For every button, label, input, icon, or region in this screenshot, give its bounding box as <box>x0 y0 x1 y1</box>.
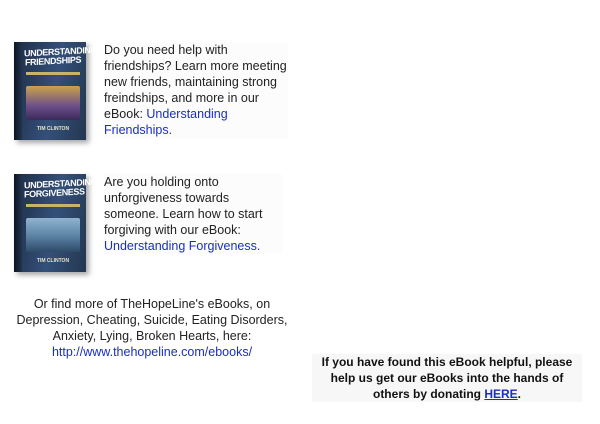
cover-divider <box>26 72 80 75</box>
cover-author: TIM CLINTON <box>36 258 70 264</box>
ebooks-url-link[interactable]: http://www.thehopeline.com/ebooks/ <box>51 345 253 359</box>
donate-paragraph <box>312 354 582 402</box>
book-spine <box>14 174 22 272</box>
book-spine <box>14 42 22 140</box>
friendships-ebook-link[interactable]: Understanding Friendships. <box>104 107 228 137</box>
forgiveness-ebook-link[interactable]: Understanding Forgiveness. <box>104 239 261 253</box>
forgiveness-book-cover[interactable] <box>14 174 98 272</box>
cover-divider <box>26 204 80 207</box>
cover-author: TIM CLINTON <box>36 126 70 132</box>
forgiveness-text: Are you holding onto unforgiveness towards someone. Learn how to start forgiving with our eBook: <box>104 175 263 237</box>
friendships-book-cover[interactable] <box>14 42 98 140</box>
friendships-text: Do you need help with friendships? Learn more meeting new friends, maintaining strong freindships, and more in our eBook: <box>104 43 287 121</box>
more-ebooks-paragraph <box>12 296 292 360</box>
sky-photo-image <box>26 218 80 252</box>
cover-title: UNDERSTANDING FORGIVENESS <box>24 176 98 200</box>
friendships-description <box>104 42 288 138</box>
more-ebooks-text: Or find more of TheHopeLine's eBooks, on Depression, Cheating, Suicide, Eating Disorders, Anxiety, Lying, Broken Hearts, here: <box>16 297 288 343</box>
cover-title: UNDERSTANDING FRIENDSHIPS <box>24 44 98 68</box>
friends-photo-image <box>26 86 80 120</box>
donate-text: If you have found this eBook helpful, please help us get our eBooks into the hands of others by donating <box>321 355 573 401</box>
donate-here-link[interactable]: HERE <box>484 387 518 401</box>
forgiveness-description <box>104 174 282 254</box>
donate-end: . <box>517 387 522 401</box>
